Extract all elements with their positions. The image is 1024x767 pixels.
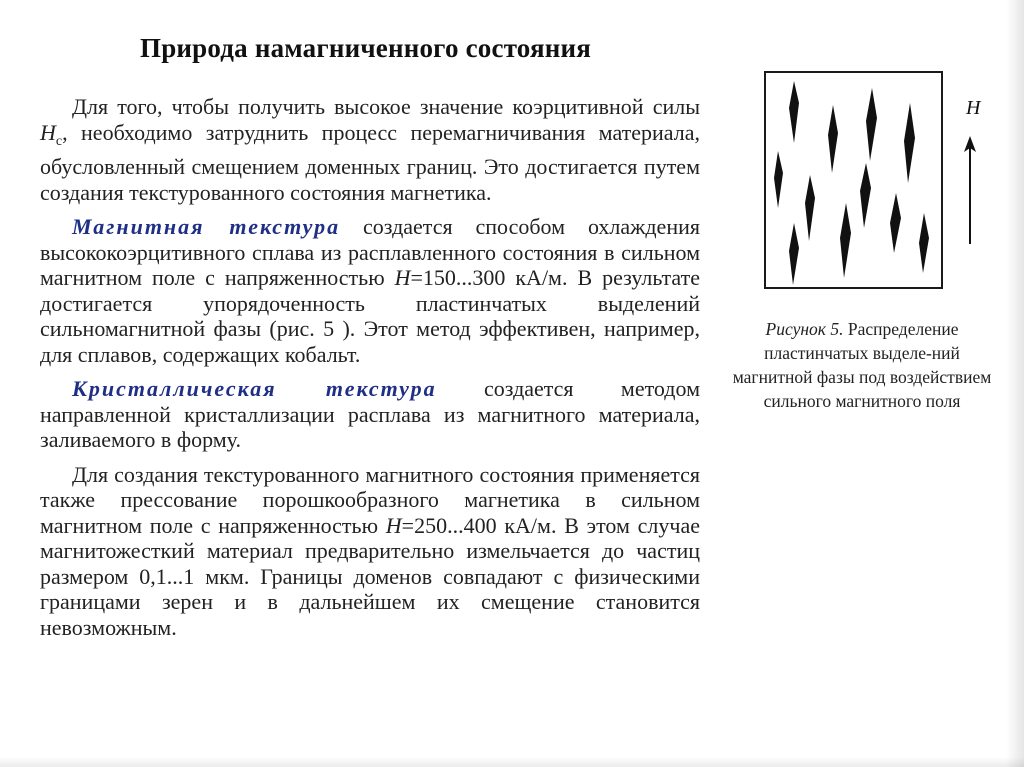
paragraph-4 (40, 462, 700, 641)
caption-text: Распределение пластинчатых выделе-ний магнитной фазы под воздействием сильного магнитного поля (732, 319, 992, 411)
needle-particles-illustration (766, 73, 941, 287)
paragraph-1 (40, 94, 700, 205)
paragraph-2-text-b: =150...300 кА/м. В результате достигается упорядоченность пластинчатых выделений сильномагнитной фазы (рис. 5 ). Этот метод эффективен, например, для сплавов, содержащих кобальт. (40, 265, 701, 367)
paragraph-3-text: создается методом направленной кристаллизации расплава из магнитного материала, заливаемого в форму. (40, 376, 700, 452)
paragraph-1-text-b: , необходимо затруднить процесс перемагничивания материала, обусловленный смещением доменных границ. Это достигается путем создания текстурованного состояния магнетика. (40, 119, 700, 205)
field-arrow-graphic (956, 92, 1000, 248)
needle-particle (774, 151, 783, 208)
term-crystal-texture: Кристаллическая текстура (72, 376, 437, 401)
field-strength-symbol: H (394, 265, 411, 290)
field-strength-symbol: H (385, 512, 402, 538)
paragraph-1-text-a: Для того, чтобы получить высокое значение коэрцитивной силы (72, 94, 700, 119)
needle-particle (789, 223, 799, 285)
term-magnetic-texture: Магнитная текстура (72, 214, 341, 239)
body-text (40, 94, 700, 649)
needle-particle (860, 163, 871, 228)
figure-caption (726, 317, 998, 413)
needle-particle (904, 103, 915, 183)
page-bottom-shadow (0, 757, 1024, 767)
paragraph-4-text-b: =250...400 кА/м. В этом случае магнитожесткий материал предварительно измельчается до частиц размером 0,1...1 мкм. Границы доменов совпадают с физическими границами зерен и в дальнейшем их смещение становится невозможным. (40, 512, 700, 640)
paragraph-3 (40, 376, 700, 453)
needle-particle (866, 88, 877, 161)
field-label: H (966, 97, 981, 119)
paragraph-2 (40, 214, 700, 367)
paragraph-4-text-a: Для создания текстурованного магнитного состояния применяется также прессование порошкообразного магнетика в сильном магнитном поле с напряженностью (40, 461, 700, 538)
needle-particle (789, 81, 799, 143)
figure-5-particles (764, 71, 943, 289)
magnetic-field-arrow (956, 92, 1000, 248)
needle-particle (828, 105, 838, 173)
needle-particle (919, 213, 929, 273)
paragraph-2-text-a: создается способом охлаждения высококоэрцитивного сплава из расплавленного состояния в сильном магнитном поле с напряженностью (40, 214, 700, 290)
caption-label: Рисунок 5. (765, 319, 844, 339)
needle-particle (890, 193, 901, 253)
page-edge-shadow (1006, 0, 1024, 767)
page-title: Природа намагниченного состояния (140, 33, 592, 63)
needle-particle (805, 175, 815, 241)
needle-particle (840, 203, 851, 278)
coercive-force-symbol: H (40, 119, 56, 145)
coercive-force-subscript: c (55, 133, 63, 149)
